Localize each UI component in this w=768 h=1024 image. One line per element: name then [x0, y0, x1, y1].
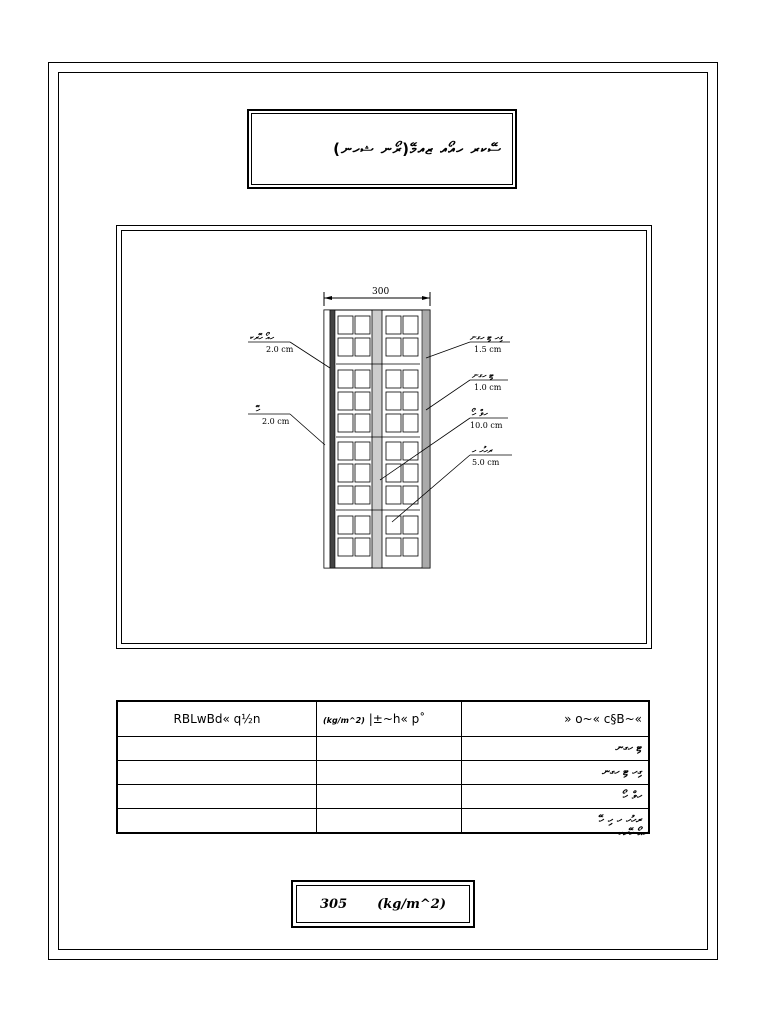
header-col3: » o~« c§B~«	[462, 702, 649, 737]
label-right-3-name: ހވް ހޯ	[472, 409, 488, 419]
row3-col2	[317, 784, 462, 808]
materials-table	[116, 700, 650, 834]
row4-col1	[118, 808, 317, 832]
label-right-3-thickness: 10.0 cm	[470, 421, 503, 430]
row2-col1	[118, 760, 317, 784]
row4-col3: ރހުހ ހ ހި ހޭ	[462, 808, 649, 832]
header-col2	[317, 702, 462, 737]
table-row	[118, 784, 649, 808]
header-col2-label: |±~h« p˚	[368, 711, 426, 726]
result-unit: (kg/m^2)	[377, 896, 446, 912]
label-right-1-name: ގިހ ޓި ހގނ	[470, 333, 503, 343]
label-left-2-name: ހޭ	[256, 405, 261, 415]
dimension-label: 300	[372, 287, 390, 297]
row3-col1	[118, 784, 317, 808]
label-right-4-thickness: 5.0 cm	[472, 458, 500, 467]
row2-col2	[317, 760, 462, 784]
label-right-1-thickness: 1.5 cm	[474, 345, 502, 354]
label-left-2-thickness: 2.0 cm	[262, 417, 290, 426]
label-right-2-thickness: 1.0 cm	[474, 383, 502, 392]
row3-col3: ހވް ހޯ	[462, 784, 649, 808]
row1-col3: ޓި ހގނ	[462, 736, 649, 760]
row4-col2	[317, 808, 462, 832]
label-right-2-name: ޓި ހގނ	[472, 371, 494, 381]
result-value: 305	[320, 896, 348, 912]
page-title: (ރޯނ ޝހނ)ސޭކރ ހއޯއ ޒއމޭ	[333, 140, 502, 158]
table-row	[118, 736, 649, 760]
table-row	[118, 760, 649, 784]
label-left-1-name: ހއޯ ހޭރކ	[250, 333, 275, 343]
label-right-4-name: ރހުހ ހ	[472, 446, 493, 456]
label-left-1-thickness: 2.0 cm	[266, 345, 294, 354]
table-trailing-text: ހއޯ ހޭރކ	[618, 826, 648, 839]
row1-col1	[118, 736, 317, 760]
table-header-row	[118, 702, 649, 737]
header-col2-unit: (kg/m^2)	[323, 715, 365, 725]
header-col1: RBLwBd« q½n	[118, 702, 317, 737]
row2-col3: ގިހ ޓި ހގނ	[462, 760, 649, 784]
result-box	[296, 885, 470, 923]
row1-col2	[317, 736, 462, 760]
